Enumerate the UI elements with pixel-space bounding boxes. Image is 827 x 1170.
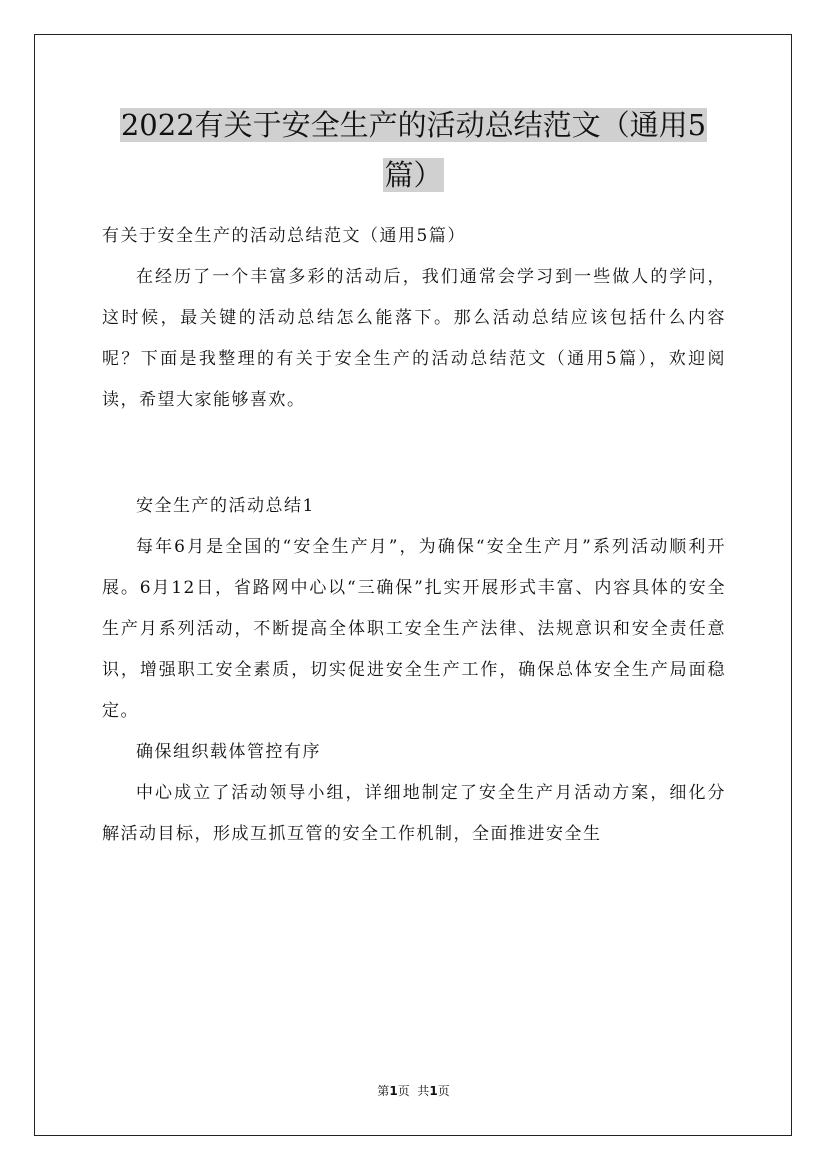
intro-paragraph: 在经历了一个丰富多彩的活动后，我们通常会学习到一些做人的学问，这时候，最关键的活动总结怎么能落下。那么活动总结应该包括什么内容呢？下面是我整理的有关于安全生产的活动总结范文（通用5篇），欢迎阅读，希望大家能够喜欢。: [102, 267, 726, 410]
footer-total-pages: 1: [429, 1084, 438, 1098]
footer-page-mid: 页 共: [397, 1084, 430, 1098]
subtitle-paragraph: 有关于安全生产的活动总结范文（通用5篇）: [102, 226, 466, 246]
title-line-2: 篇）: [384, 158, 443, 192]
document-body: [102, 216, 726, 855]
body-paragraph: 每年6月是全国的“安全生产月”，为确保“安全生产月”系列活动顺利开展。6月12日，省路网中心以“三确保”扎实开展形式丰富、内容具体的安全生产月系列活动，不断提高全体职工安全生产法律、法规意识和安全责任意识，增强职工安全素质，切实促进安全生产工作，确保总体安全生产局面稳定。: [102, 537, 726, 721]
body-paragraph: 中心成立了活动领导小组，详细地制定了安全生产月活动方案，细化分解活动目标，形成互抓互管的安全工作机制，全面推进安全生: [102, 783, 726, 844]
footer-page-prefix: 第: [377, 1084, 390, 1098]
subsection-heading: 确保组织载体管控有序: [136, 742, 321, 762]
footer-page-suffix: 页: [437, 1084, 450, 1098]
section-heading: 安全生产的活动总结1: [136, 496, 315, 516]
title-line-1: 2022有关于安全生产的活动总结范文（通用5: [120, 108, 707, 142]
paragraph-gap: [102, 421, 726, 486]
footer-page-number: 1: [389, 1084, 398, 1098]
page-footer: [0, 1082, 827, 1099]
document-title: [0, 100, 827, 200]
